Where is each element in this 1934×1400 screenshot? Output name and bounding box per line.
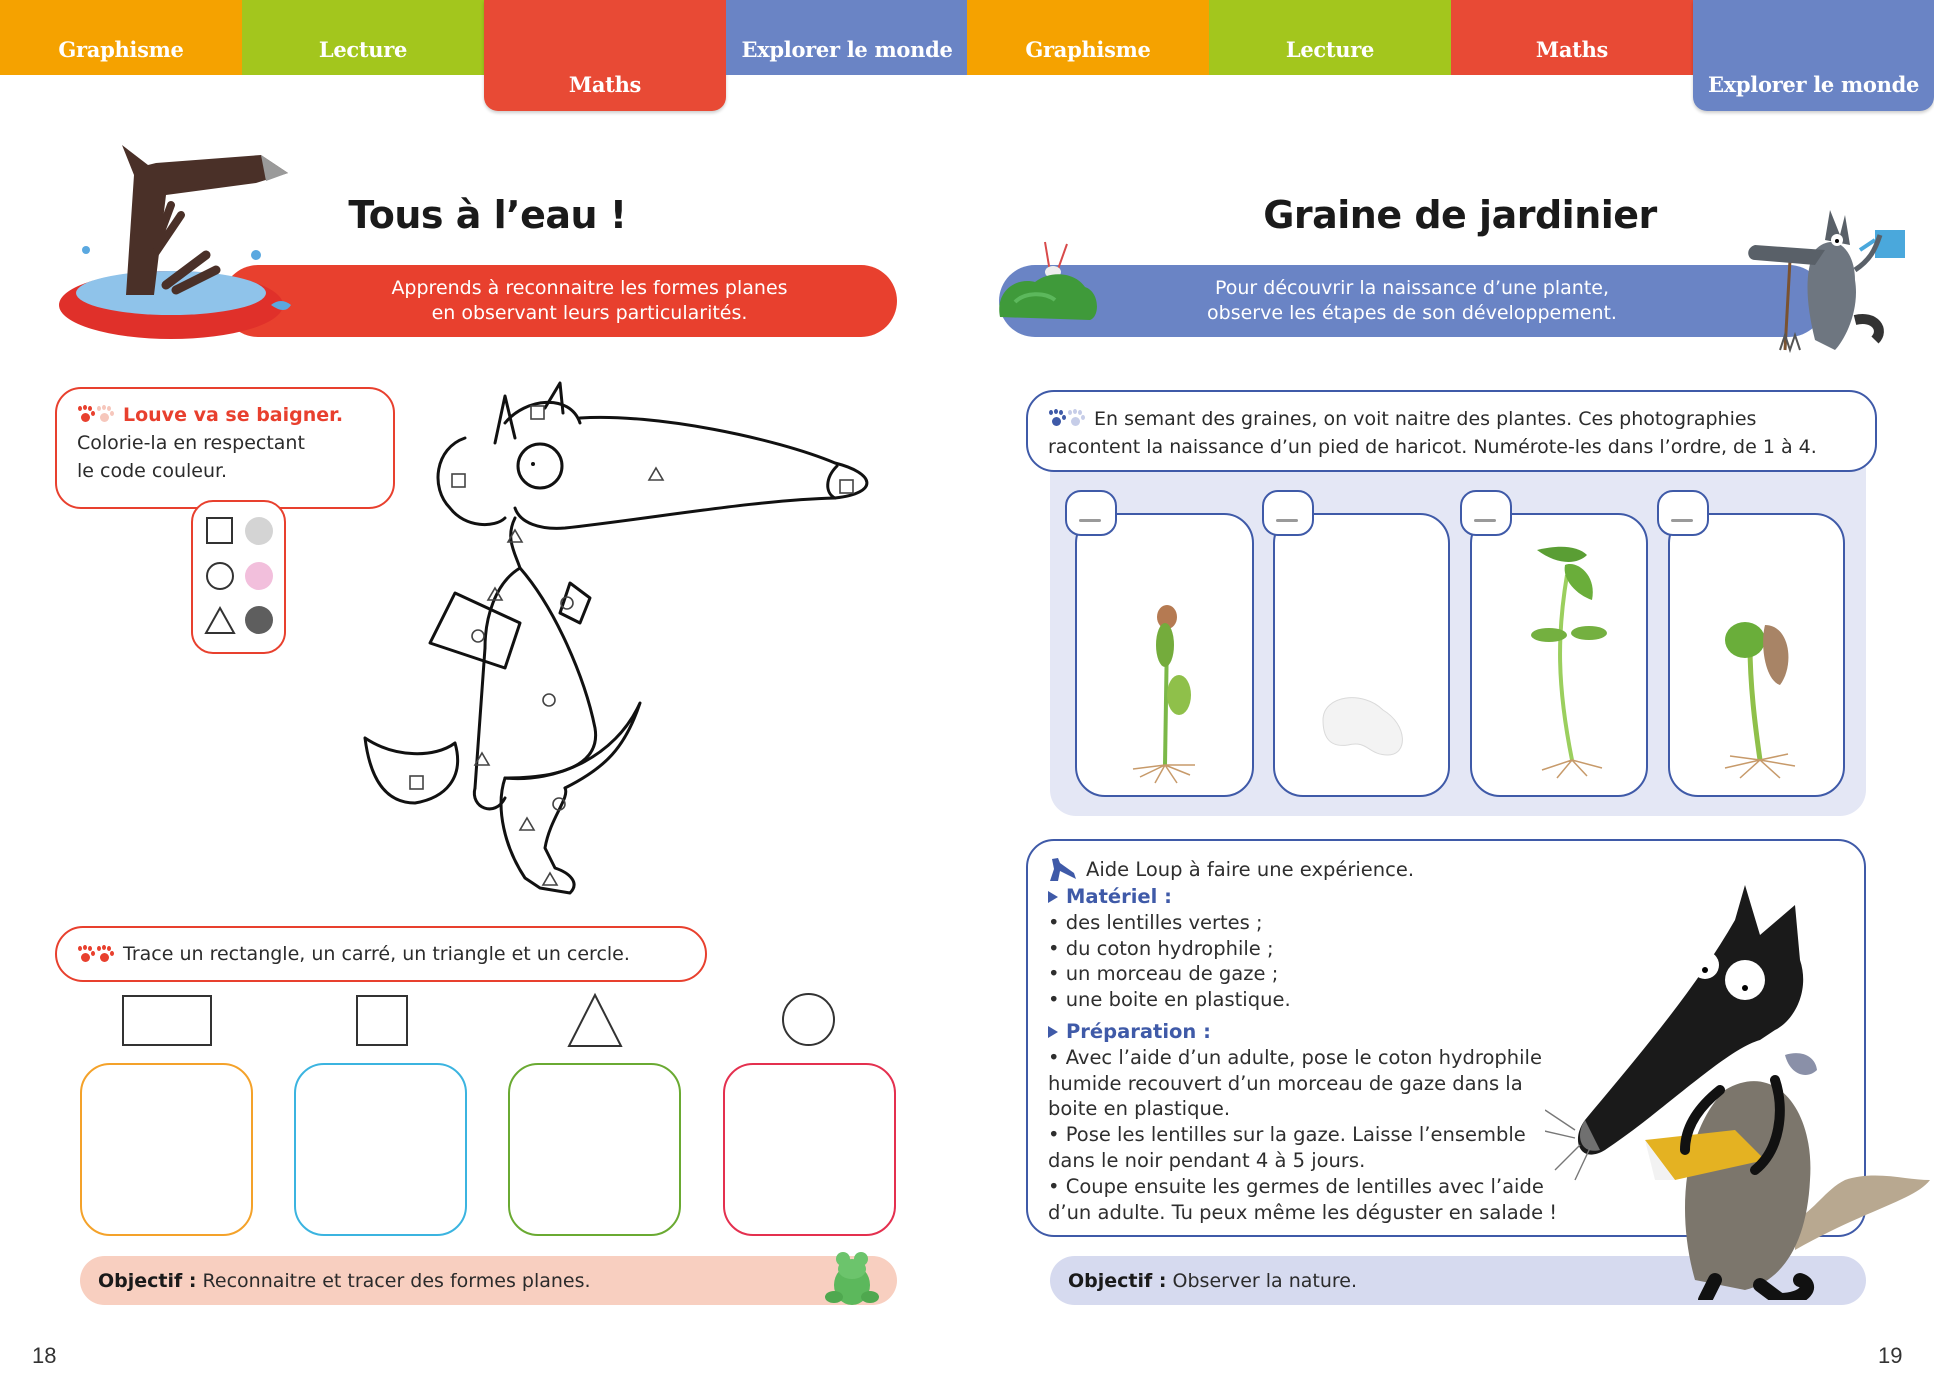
- triangle-bullet-icon: [1048, 1026, 1058, 1038]
- tab-lecture[interactable]: [242, 0, 484, 75]
- tab-label: Lecture: [1285, 37, 1375, 62]
- photo-number-input-2[interactable]: [1262, 490, 1314, 536]
- draw-square-area[interactable]: [294, 1063, 467, 1236]
- exercise-heading: Louve va se baigner.: [123, 404, 344, 426]
- preparation-heading: Préparation :: [1066, 1019, 1211, 1043]
- right-intro-banner: [999, 265, 1825, 337]
- paw-icon: [96, 946, 113, 963]
- materiel-heading: Matériel :: [1066, 885, 1172, 908]
- wolf-in-pool-illustration: [56, 135, 306, 345]
- tab-label: Maths: [568, 72, 642, 97]
- color-code-key: [191, 500, 286, 654]
- difficulty-paws: [77, 406, 113, 423]
- bean-seedling-photo: [1107, 595, 1227, 785]
- photo-number-input-3[interactable]: [1460, 490, 1512, 536]
- tab-lecture[interactable]: [1209, 0, 1451, 75]
- tab-maths[interactable]: [484, 0, 726, 111]
- color-swatch-dark-gray: [245, 606, 273, 634]
- materiel-item: • une boite en plastique.: [1048, 988, 1291, 1012]
- banner-line: Apprends à reconnaitre les formes planes: [391, 277, 788, 299]
- preparation-line: humide recouvert d’un morceau de gaze dans la: [1048, 1071, 1523, 1095]
- paw-icon: [77, 946, 94, 963]
- photo-card-seed: [1273, 513, 1450, 797]
- banner-line: en observant leurs particularités.: [431, 302, 748, 324]
- wolf-head-icon: [1048, 857, 1078, 883]
- objectif-text: Observer la nature.: [1166, 1269, 1358, 1292]
- preparation-line: • Pose les lentilles sur la gaze. Laisse l’ensemble: [1048, 1123, 1526, 1147]
- preparation-line: dans le noir pendant 4 à 5 jours.: [1048, 1148, 1366, 1172]
- frog-illustration: [822, 1245, 882, 1307]
- materiel-item: • du coton hydrophile ;: [1048, 936, 1274, 960]
- draw-rectangle-area[interactable]: [80, 1063, 253, 1236]
- exercise-trace-box: [55, 926, 707, 982]
- paw-icon: [77, 406, 94, 423]
- photo-card-young-plant: [1470, 513, 1648, 797]
- difficulty-paws: [77, 946, 113, 963]
- exercise-photos-box: [1026, 390, 1877, 472]
- color-swatch-pink: [245, 562, 273, 590]
- square-model-icon: [356, 995, 408, 1046]
- circle-model-icon: [782, 993, 835, 1046]
- page-number: 18: [32, 1343, 57, 1368]
- exercise-instruction: En semant des graines, on voit naitre des plantes. Ces photographies: [1094, 408, 1757, 430]
- wolf-gardener-illustration: [1745, 190, 1925, 355]
- draw-triangle-area[interactable]: [508, 1063, 681, 1236]
- exercise-louve-box: [55, 387, 395, 509]
- banner-line: observe les étapes de son développement.: [1207, 302, 1617, 324]
- tab-maths[interactable]: [1451, 0, 1693, 75]
- objectif-text: Reconnaitre et tracer des formes planes.: [196, 1269, 591, 1292]
- photo-card-sprout: [1668, 513, 1845, 797]
- triangle-bullet-icon: [1048, 891, 1058, 903]
- exercise-instruction: Colorie-la en respectant: [77, 432, 305, 454]
- tab-graphisme[interactable]: [967, 0, 1209, 75]
- photo-number-input-1[interactable]: [1065, 490, 1117, 536]
- left-objectif-bar: [80, 1256, 897, 1305]
- photo-card-seedling: [1075, 513, 1254, 797]
- louve-coloring-drawing[interactable]: [355, 378, 885, 908]
- preparation-line: d’un adulte. Tu peux même les déguster en salade !: [1048, 1200, 1558, 1224]
- draw-circle-area[interactable]: [723, 1063, 896, 1236]
- tab-explorer-le-monde[interactable]: [1693, 0, 1934, 111]
- difficulty-paws: [1048, 410, 1084, 427]
- photo-number-input-4[interactable]: [1657, 490, 1709, 536]
- objectif-label: Objectif :: [98, 1269, 197, 1292]
- square-icon: [206, 517, 233, 544]
- bean-seed-photo: [1313, 690, 1413, 760]
- paw-icon: [1048, 410, 1065, 427]
- triangle-model-icon: [566, 992, 624, 1048]
- tab-explorer-le-monde[interactable]: [726, 0, 968, 75]
- tab-label: Graphisme: [58, 37, 184, 62]
- preparation-line: • Avec l’aide d’un adulte, pose le coton hydrophile: [1048, 1045, 1542, 1069]
- experience-intro: Aide Loup à faire une expérience.: [1086, 858, 1415, 882]
- tab-label: Explorer le monde: [741, 37, 953, 62]
- paw-icon: [1067, 410, 1084, 427]
- tab-label: Graphisme: [1025, 37, 1151, 62]
- tab-label: Lecture: [318, 37, 408, 62]
- exercise-instruction: Trace un rectangle, un carré, un triangle et un cercle.: [123, 943, 630, 965]
- circle-icon: [206, 562, 234, 590]
- tab-label: Maths: [1535, 37, 1609, 62]
- left-intro-banner: [222, 265, 897, 337]
- materiel-item: • un morceau de gaze ;: [1048, 962, 1279, 986]
- tab-graphisme[interactable]: [0, 0, 242, 75]
- triangle-icon: [204, 605, 236, 635]
- right-page-title: Graine de jardinier: [1263, 193, 1657, 237]
- paw-icon: [96, 406, 113, 423]
- materiel-item: • des lentilles vertes ;: [1048, 910, 1263, 934]
- bush-with-rabbit-illustration: [995, 232, 1100, 327]
- exercise-instruction: racontent la naissance d’un pied de haricot. Numérote-les dans l’ordre, de 1 à 4.: [1048, 436, 1817, 458]
- bean-plant-photo: [1497, 535, 1627, 790]
- banner-line: Pour découvrir la naissance d’une plante,: [1214, 277, 1610, 299]
- wolf-reading-book-illustration: [1545, 880, 1934, 1300]
- preparation-line: • Coupe ensuite les germes de lentilles avec l’aide: [1048, 1174, 1544, 1198]
- color-swatch-light-gray: [245, 517, 273, 545]
- tab-label: Explorer le monde: [1707, 72, 1920, 97]
- objectif-label: Objectif :: [1068, 1269, 1167, 1292]
- left-page-title: Tous à l’eau !: [348, 193, 627, 237]
- preparation-line: boite en plastique.: [1048, 1097, 1231, 1121]
- exercise-instruction: le code couleur.: [77, 460, 228, 482]
- rectangle-model-icon: [122, 995, 212, 1046]
- page-number: 19: [1878, 1343, 1903, 1368]
- bean-sprout-photo: [1695, 605, 1825, 785]
